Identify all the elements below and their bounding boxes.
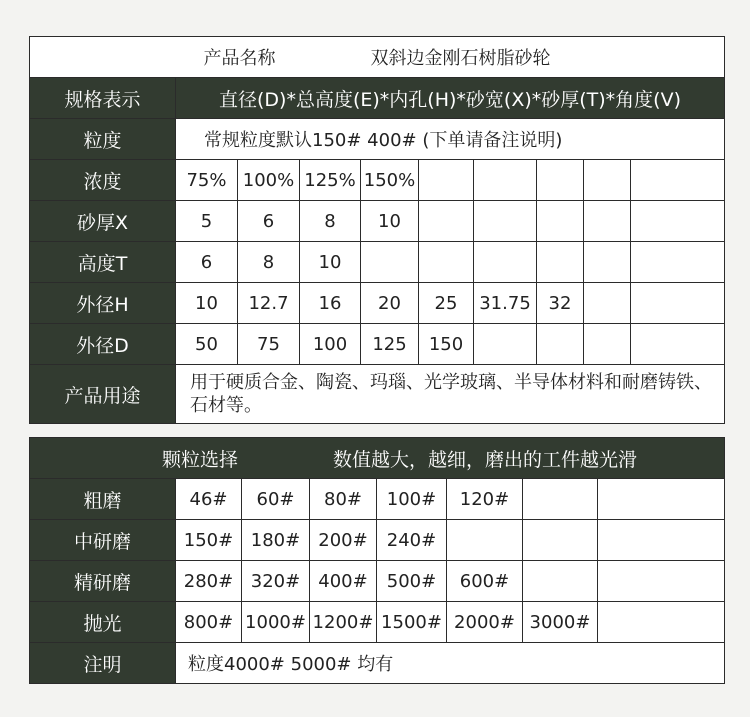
- data-cell: [584, 324, 631, 365]
- data-cell: 6: [176, 242, 238, 283]
- data-cell: 10: [176, 283, 238, 324]
- usage-label: 产品用途: [30, 365, 176, 424]
- data-cell: 200#: [310, 520, 377, 561]
- data-cell: [474, 201, 537, 242]
- data-cell: 150: [419, 324, 474, 365]
- product-name-value: 双斜边金刚石树脂砂轮: [370, 48, 551, 69]
- data-cell: 3000#: [523, 602, 598, 643]
- data-cell: [598, 561, 725, 602]
- data-cell: 10: [361, 201, 419, 242]
- row-label: 精研磨: [30, 561, 176, 602]
- row-label: 粗磨: [30, 479, 176, 520]
- spec-data-row: [30, 242, 725, 283]
- spec-data-row: [30, 160, 725, 201]
- row-label: 砂厚X: [30, 201, 176, 242]
- data-cell: 5: [176, 201, 238, 242]
- data-cell: [523, 520, 598, 561]
- data-cell: 2000#: [447, 602, 523, 643]
- data-cell: 32: [537, 283, 584, 324]
- data-cell: 400#: [310, 561, 377, 602]
- grit-data-row: [30, 479, 725, 520]
- data-cell: 8: [238, 242, 300, 283]
- data-cell: [631, 324, 725, 365]
- data-cell: 12.7: [238, 283, 300, 324]
- note-label: 注明: [30, 643, 176, 684]
- data-cell: 280#: [176, 561, 242, 602]
- grit-label: 粒度: [30, 119, 176, 160]
- note-row: [30, 643, 725, 684]
- data-cell: [631, 242, 725, 283]
- data-cell: 120#: [447, 479, 523, 520]
- grit-header-value: 数值越大，越细，磨出的工件越光滑: [333, 448, 638, 471]
- data-cell: [537, 160, 584, 201]
- data-cell: [474, 324, 537, 365]
- grit-header-label: 颗粒选择: [162, 448, 239, 471]
- data-cell: 1200#: [310, 602, 377, 643]
- data-cell: 6: [238, 201, 300, 242]
- data-cell: [361, 242, 419, 283]
- spec-row: [30, 78, 725, 119]
- data-cell: 150%: [361, 160, 419, 201]
- data-cell: [523, 479, 598, 520]
- data-cell: 500#: [377, 561, 447, 602]
- data-cell: 50: [176, 324, 238, 365]
- data-cell: 31.75: [474, 283, 537, 324]
- data-cell: [474, 242, 537, 283]
- spec-data-row: [30, 283, 725, 324]
- row-label: 抛光: [30, 602, 176, 643]
- row-label: 高度T: [30, 242, 176, 283]
- data-cell: 75: [238, 324, 300, 365]
- data-cell: [584, 160, 631, 201]
- row-label: 中研磨: [30, 520, 176, 561]
- spec-table: [29, 36, 725, 424]
- product-name-label: 产品名称: [203, 48, 276, 69]
- data-cell: 60#: [242, 479, 310, 520]
- grit-row: [30, 119, 725, 160]
- data-cell: 1500#: [377, 602, 447, 643]
- data-cell: 180#: [242, 520, 310, 561]
- data-cell: [584, 242, 631, 283]
- data-cell: 100%: [238, 160, 300, 201]
- data-cell: 10: [300, 242, 361, 283]
- data-cell: 8: [300, 201, 361, 242]
- product-name-cell: [30, 37, 725, 78]
- data-cell: 320#: [242, 561, 310, 602]
- grit-header-row: [30, 438, 725, 479]
- note-value: 粒度4000# 5000# 均有: [176, 643, 725, 684]
- data-cell: [598, 602, 725, 643]
- data-cell: [537, 324, 584, 365]
- data-cell: 100: [300, 324, 361, 365]
- data-cell: 16: [300, 283, 361, 324]
- data-cell: 20: [361, 283, 419, 324]
- data-cell: 80#: [310, 479, 377, 520]
- data-cell: [447, 520, 523, 561]
- data-cell: [419, 160, 474, 201]
- data-cell: [474, 160, 537, 201]
- data-cell: 600#: [447, 561, 523, 602]
- grit-table: [29, 437, 725, 684]
- usage-row: [30, 365, 725, 424]
- data-cell: [523, 561, 598, 602]
- data-cell: 125%: [300, 160, 361, 201]
- spec-data-row: [30, 201, 725, 242]
- usage-value: 用于硬质合金、陶瓷、玛瑙、光学玻璃、半导体材料和耐磨铸铁、石材等。: [176, 365, 725, 424]
- data-cell: [419, 201, 474, 242]
- spec-value: 直径(D)*总高度(E)*内孔(H)*砂宽(X)*砂厚(T)*角度(V): [176, 78, 725, 119]
- data-cell: 75%: [176, 160, 238, 201]
- data-cell: 240#: [377, 520, 447, 561]
- data-cell: [631, 201, 725, 242]
- data-cell: [584, 201, 631, 242]
- data-cell: 25: [419, 283, 474, 324]
- data-cell: [537, 201, 584, 242]
- data-cell: [631, 160, 725, 201]
- row-label: 外径D: [30, 324, 176, 365]
- row-label: 外径H: [30, 283, 176, 324]
- data-cell: [631, 283, 725, 324]
- product-name-row: [30, 37, 725, 78]
- data-cell: 125: [361, 324, 419, 365]
- data-cell: [537, 242, 584, 283]
- spec-label: 规格表示: [30, 78, 176, 119]
- grit-value: 常规粒度默认150# 400# (下单请备注说明): [176, 119, 725, 160]
- data-cell: 800#: [176, 602, 242, 643]
- row-label: 浓度: [30, 160, 176, 201]
- spec-data-row: [30, 324, 725, 365]
- data-cell: [598, 520, 725, 561]
- data-cell: 46#: [176, 479, 242, 520]
- data-cell: 1000#: [242, 602, 310, 643]
- data-cell: [584, 283, 631, 324]
- grit-data-row: [30, 520, 725, 561]
- grit-data-row: [30, 602, 725, 643]
- grit-header-cell: [30, 438, 725, 479]
- data-cell: [598, 479, 725, 520]
- data-cell: 150#: [176, 520, 242, 561]
- grit-data-row: [30, 561, 725, 602]
- data-cell: 100#: [377, 479, 447, 520]
- data-cell: [419, 242, 474, 283]
